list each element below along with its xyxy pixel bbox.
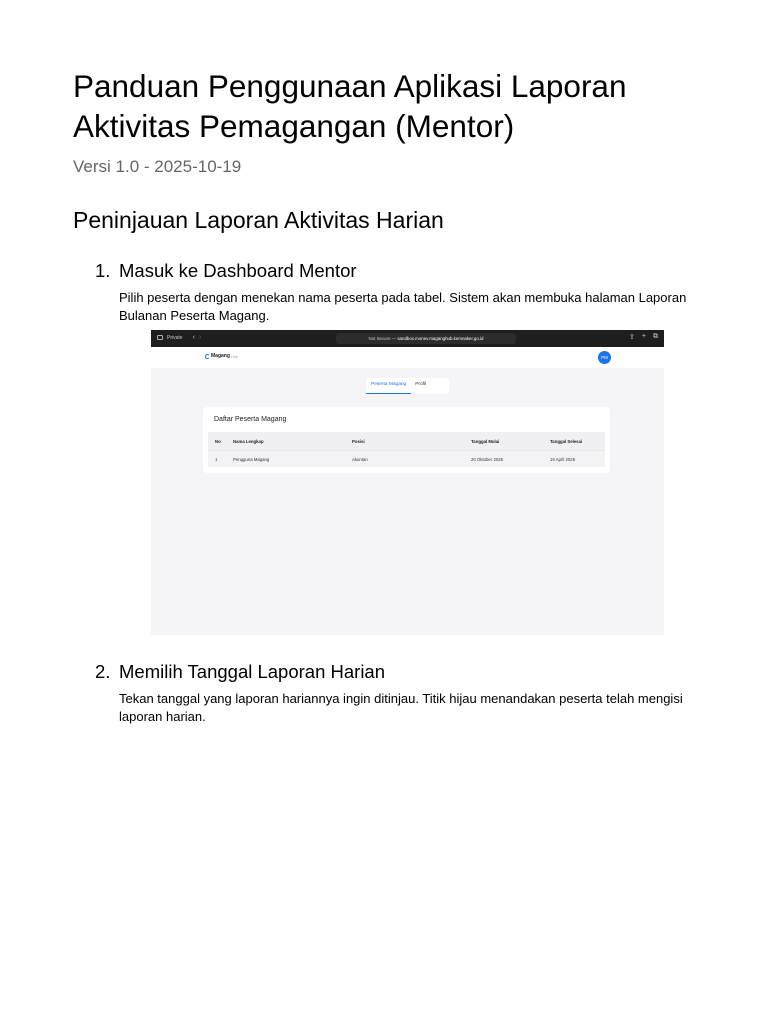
- section-title: Peninjauan Laporan Aktivitas Harian: [73, 207, 444, 233]
- table-header-row: [208, 432, 605, 451]
- share-icon: ⇪: [629, 334, 635, 341]
- col-posisi: Posisi: [345, 432, 464, 451]
- table-row: [208, 451, 605, 468]
- forward-icon: ›: [198, 334, 202, 341]
- cell-tanggal-mulai: 20 Oktober 2025: [464, 451, 543, 468]
- logo-icon: [205, 354, 210, 359]
- step-1: [95, 259, 695, 325]
- browser-right-controls: [629, 333, 658, 341]
- step-1-number: 1.: [95, 260, 111, 281]
- app-header: [151, 347, 664, 368]
- step-2-number: 2.: [95, 661, 111, 682]
- step-2-title: Memilih Tanggal Laporan Harian: [119, 661, 386, 682]
- participants-card-title: Daftar Peserta Magang: [214, 416, 287, 423]
- logo-text: Magang: [211, 353, 230, 359]
- private-label: Private: [167, 334, 183, 341]
- app-logo: [205, 353, 238, 359]
- new-tab-icon: +: [641, 333, 646, 340]
- step-2-body: Tekan tanggal yang laporan hariannya ingin ditinjau. Titik hijau menandakan peserta telah mengisi laporan harian.: [119, 691, 683, 724]
- cell-posisi: Akuntan: [345, 451, 464, 468]
- step-1-heading: [95, 259, 695, 283]
- avatar: PM: [598, 351, 611, 364]
- participants-card: [203, 407, 610, 473]
- cell-no: 1: [208, 451, 226, 468]
- step-1-body: Pilih peserta dengan menekan nama peserta pada tabel. Sistem akan membuka halaman Laporan Bulanan Peserta Magang.: [119, 290, 687, 323]
- participants-table: [208, 432, 605, 467]
- logo-sub: Hub: [230, 353, 239, 359]
- url-prefix: Not Secure —: [368, 336, 397, 341]
- document-version: Versi 1.0 - 2025-10-19: [73, 157, 242, 176]
- document-title: Panduan Penggunaan Aplikasi Laporan Aktivitas Pemagangan (Mentor): [73, 68, 627, 144]
- tab-bar: [366, 378, 449, 394]
- tabs-overview-icon: ⧉: [653, 333, 658, 340]
- cell-nama: Pengguna Magang: [226, 451, 345, 468]
- step-2: [95, 660, 695, 726]
- browser-toolbar: [151, 330, 664, 347]
- col-tanggal-selesai: Tanggal Selesai: [543, 432, 605, 451]
- back-icon: ‹: [192, 334, 195, 341]
- address-bar: [336, 333, 516, 344]
- cell-tanggal-selesai: 19 April 2026: [543, 451, 605, 468]
- sidebar-icon: [157, 335, 163, 340]
- tab-profil: Profil: [415, 382, 427, 387]
- col-nama: Nama Lengkap: [226, 432, 345, 451]
- step-2-heading: [95, 660, 695, 684]
- browser-left-controls: [157, 334, 201, 341]
- dashboard-screenshot: [151, 330, 664, 635]
- step-1-title: Masuk ke Dashboard Mentor: [119, 260, 357, 281]
- url-text: sandbox.monev.maganghub.kemnaker.go.id: [397, 336, 484, 341]
- col-tanggal-mulai: Tanggal Mulai: [464, 432, 543, 451]
- tab-peserta-magang: Peserta Magang: [366, 378, 411, 394]
- col-no: No: [208, 432, 226, 451]
